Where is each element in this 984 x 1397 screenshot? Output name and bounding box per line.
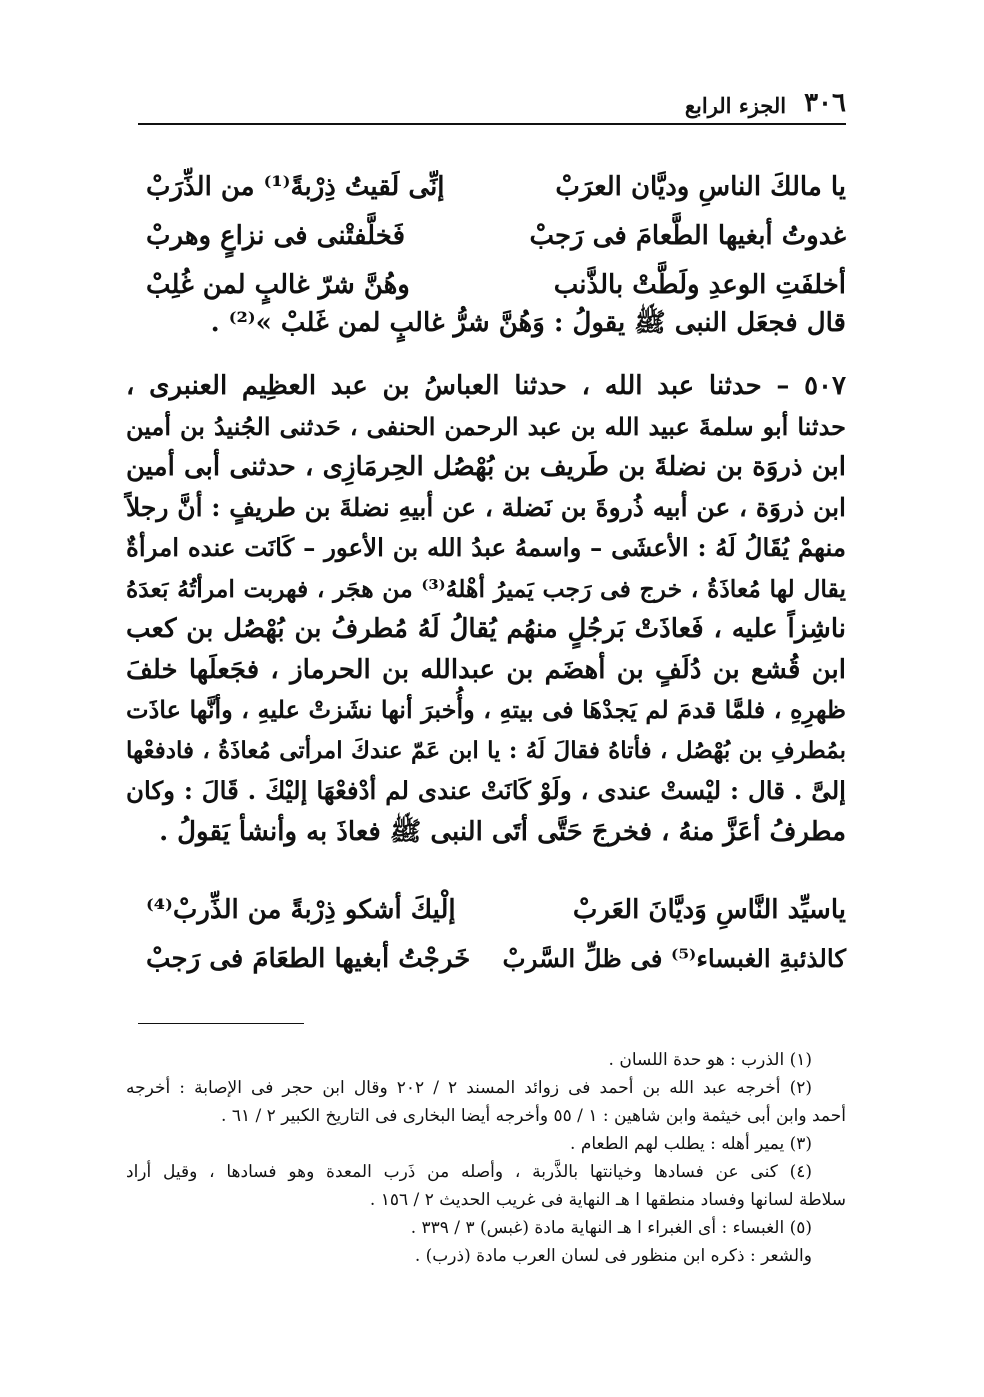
text-line: ابن ذروَة ، عن أبيه ذُروةَ بن نَضلة ، عن أبيهِ نضلةَ بن طريفٍ : أنَّ رجلاً: [126, 492, 846, 522]
text-line: إلىَّ . قال : ليْستْ عندى ، ولَوْ كَانَتْ عندى لم أدْفعْهَا إليْكَ . قَالَ : وكان: [126, 776, 846, 805]
text-line: منهمْ يُقَالُ لَهُ : الأعشَى – واسمهُ عبدُ الله بن الأعور – كَانَت عنده امرأةٌ: [126, 533, 846, 562]
text-line: ٥٠٧ – حدثنا عبد الله ، حدثنا العباسُ بن عبد العظِيم العنبرى ،: [126, 371, 846, 401]
text-line: ابن قُشع بن دُلَفٍ بن أهضَم بن عبدالله بن الحرماز ، فجَعلَها خلفَ: [126, 654, 846, 685]
verse-block-1: [146, 162, 846, 309]
text-line: ناشِزاً عليه ، فَعاذَتْ بَرجُلٍ منهُم يُقالُ لَهُ مُطرفُ بن بُهْصُل بن كعب: [126, 614, 846, 644]
running-title: الجزء الرابع: [684, 93, 787, 118]
verse-hemistich-left: وهُنَّ شرّ غالبٍ لمن غُلِبْ: [146, 269, 410, 300]
verse-line: [146, 885, 846, 934]
verse-hemistich-left: إلْيكَ أشكو ذِرْبةً من الذِّربْ⁽⁴⁾: [146, 894, 456, 925]
footnote: (٣) يمير أهله : يطلب لهم الطعام .: [570, 1134, 812, 1154]
verse-hemistich-right: أخلفَتِ الوعدِ ولَطَّتْ بالذَّنب: [553, 269, 846, 300]
verse-line: [146, 211, 846, 260]
verse-hemistich-right: ياسيِّد النَّاسِ وَديَّانَ العَربْ: [572, 894, 846, 925]
footnote-continuation: سلاطة لسانها وفساد منطقها ا هـ النهاية فى غريب الحديث ٢ / ١٥٦ .: [369, 1190, 846, 1210]
footnotes: [126, 1046, 846, 1270]
header-rule: [138, 123, 846, 125]
verse-hemistich-left: خَرجْتُ أبغيها الطعَامَ فى رَجبْ: [146, 943, 471, 974]
text-line: يقال لها مُعاذَةُ ، خرج فى رَجب يَميرُ أهْلهُ⁽³⁾ من هجَر ، فهربت امرأتُهُ بَعدَهُ: [126, 574, 846, 603]
text-line: ظهرِهِ ، فلمَّا قدمَ لم يَجدْهَا فى بيتهِ ، وأُخبرَ أنها نشَزتْ عليهِ ، وأنَّها عاذَت: [126, 695, 846, 724]
footnote: (٤) كنى عن فسادها وخيانتها بالذَّربة ، وأصله من ذَرب المعدة وهو فسادها ، وقيل أراد: [126, 1162, 812, 1182]
verse-hemistich-right: غدوتُ أبغيها الطَّعامَ فى رَجبْ: [529, 220, 846, 251]
footnote-separator: [138, 1023, 304, 1024]
text-line: حدثنا أبو سلمةَ عبيد الله بن عبد الرحمن الحنفى ، حَدثنى الجُنيدُ بن أمين: [126, 411, 846, 441]
hadith-text: [126, 366, 846, 852]
verse-line: [146, 934, 846, 983]
verse-comment: قال فجعَل النبى ﷺ يقولُ : وَهُنَّ شرُّ غالبٍ لمن غَلبْ »⁽²⁾ .: [210, 308, 846, 338]
verse-hemistich-right: كالذئبةِ الغبساء⁽⁵⁾ فى ظلِّ السَّربْ: [502, 944, 846, 973]
text-line: مطرفُ أعَزَّ منهُ ، فخرجَ حَتَّى أتَى النبى ﷺ فعاذَ به وأنشأ يَقولُ .: [159, 816, 846, 847]
verse-hemistich-left: فَخلَّفتْنى فى نزاعٍ وهربْ: [146, 220, 405, 251]
text-line: ابن ذروَة بن نضلةَ بن طَريف بن بُهْصُل الحِرمَازِى ، حدثنى أبى أمين: [126, 452, 846, 482]
verse-line: [146, 162, 846, 211]
verse-hemistich-left: إنِّى لَقيتُ ذِرْبةً⁽¹⁾ من الذِّرَبْ: [146, 171, 445, 202]
footnote: والشعر : ذكره ابن منظور فى لسان العرب مادة (ذرب) .: [414, 1246, 812, 1266]
verse-block-2: [146, 885, 846, 983]
text-line: بمُطرفِ بن بُهْصُل ، فأتاهُ فقالَ لَهُ : يا ابن عَمّ عندكَ امرأتى مُعاذَةُ ، فادفعْها: [126, 736, 846, 764]
page-header: [138, 82, 846, 118]
footnote-continuation: أحمد وابن أبى خيثمة وابن شاهين : ١ / ٥٥ وأخرجه أيضا البخارى فى التاريخ الكبير ٢ / ٦١ .: [221, 1106, 846, 1126]
footnote: (٥) الغبساء : أى الغبراء ا هـ النهاية مادة (غبس) ٣ / ٣٣٩ .: [410, 1218, 812, 1238]
page-number: ٣٠٦: [804, 88, 846, 118]
verse-hemistich-right: يا مالكَ الناسِ وديَّان العرَبْ: [555, 171, 846, 202]
verse-line: [146, 260, 846, 309]
footnote: (٢) أخرجه عبد الله بن أحمد فى زوائد المسند ٢ / ٢٠٢ وقال ابن حجر فى الإصابة : أخرجه: [126, 1078, 812, 1098]
footnote: (١) الذرب : هو حدة اللسان .: [608, 1050, 812, 1070]
